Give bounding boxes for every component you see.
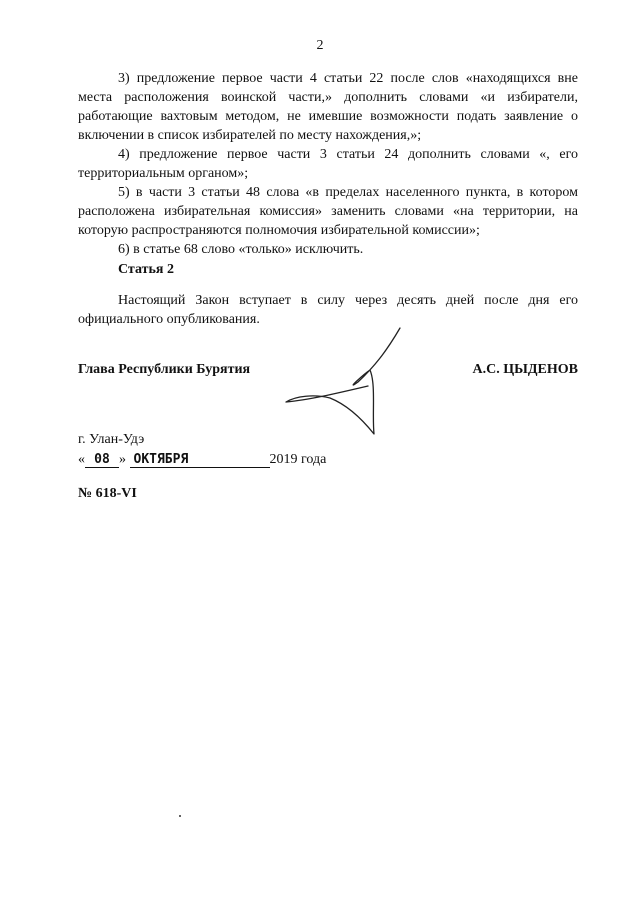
city: г. Улан-Удэ — [78, 432, 145, 447]
amendment-item: 6) в статье 68 слово «только» исключить. — [118, 242, 364, 257]
date-month: ОКТЯБРЯ — [130, 452, 270, 468]
date-day: 08 — [85, 452, 119, 468]
amendment-item: 4) предложение первое части 3 статьи 24 дополнить словами «, его территориальным органом»; — [78, 147, 578, 181]
signer-name: А.С. ЦЫДЕНОВ — [472, 362, 578, 377]
signer-title: Глава Республики Бурятия — [78, 362, 251, 377]
scan-speck — [179, 815, 181, 817]
law-effective-text: Настоящий Закон вступает в силу через десять дней после дня его официального опубликования. — [78, 293, 578, 327]
signing-date — [78, 452, 326, 468]
handwritten-signature — [278, 322, 418, 440]
amendments-list — [78, 69, 578, 259]
date-close-quote: » — [119, 452, 126, 467]
date-open-quote: « — [78, 452, 85, 467]
amendment-item: 5) в части 3 статьи 48 слова «в пределах населенного пункта, в котором расположена избирательная комиссия» заменить словами «на территории, на которую распространяются полномочия избирательной комиссии»; — [78, 185, 578, 238]
amendment-item: 3) предложение первое части 4 статьи 22 после слов «находящихся вне места расположения воинской части,» дополнить словами «и избиратели, работающие вахтовым методом, не имевшие возможности подать заявление о включении в список избирателей по месту нахождения,»; — [78, 71, 578, 143]
date-year: 2019 года — [269, 452, 327, 467]
article-heading: Статья 2 — [118, 262, 174, 277]
page-number: 2 — [316, 38, 324, 53]
law-number: № 618-VI — [78, 486, 137, 501]
